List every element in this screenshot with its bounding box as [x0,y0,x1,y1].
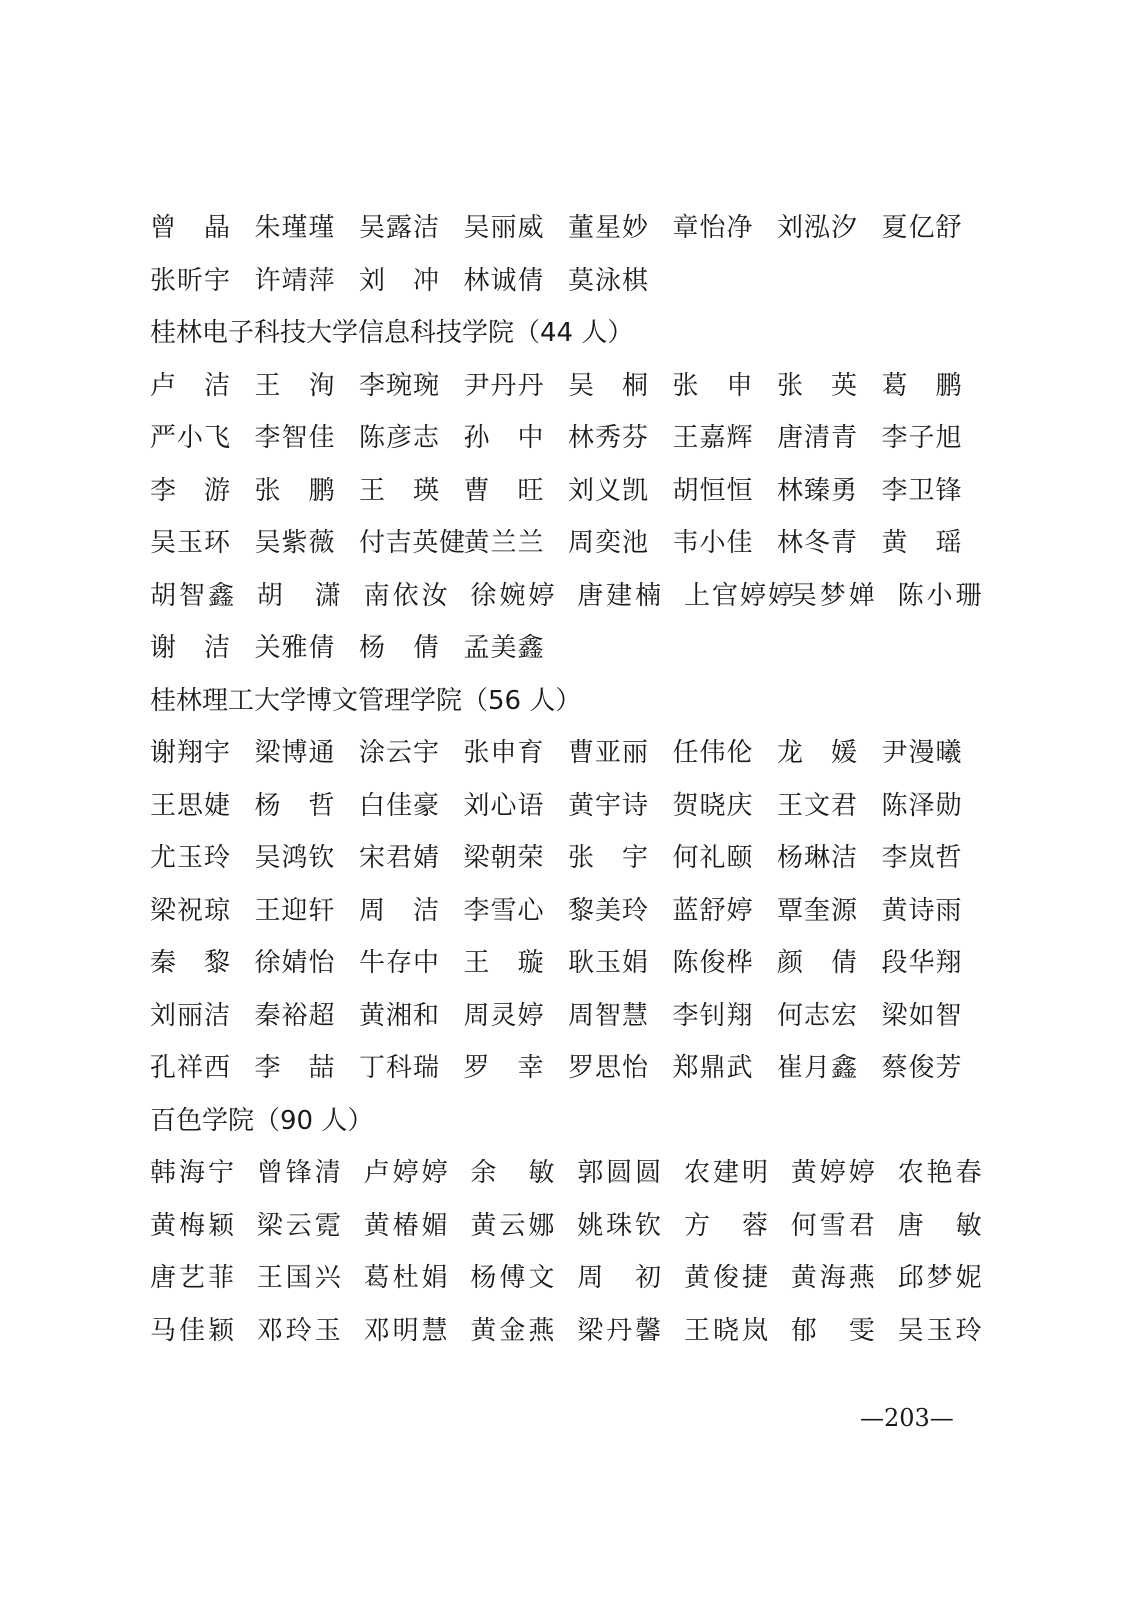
person-name: 郁 雯 [790,1315,875,1346]
person-name: 陈彦志 [359,423,439,453]
name-row [150,832,1010,885]
person-name: 胡 潇 [256,580,341,611]
person-name: 吴玉环 [150,528,230,558]
person-name: 徐婉婷 [470,580,555,611]
person-name: 农建明 [684,1158,768,1188]
person-name: 上官婷婷 [684,580,794,611]
person-name: 林冬青 [777,528,857,558]
person-name: 李卫锋 [881,475,962,506]
person-name: 牛存中 [359,948,439,978]
person-name: 韦小佳 [672,528,753,558]
person-name: 李钊翔 [672,1000,753,1031]
name-row [150,885,1010,938]
person-name: 刘泓汐 [777,213,857,243]
person-name: 周 初 [577,1263,662,1293]
person-name: 杨傅文 [470,1263,555,1293]
name-row [150,780,1010,833]
person-name: 黄 瑶 [881,528,962,558]
name-row [150,622,1010,675]
person-name: 吴丽威 [463,213,544,243]
person-name: 何雪君 [790,1210,875,1241]
section-heading: 百色学院（90 人） [150,1105,374,1136]
page-number: —203— [860,1404,954,1432]
person-name: 马佳颖 [150,1315,234,1346]
person-name: 张 宇 [568,843,648,873]
person-name: 龙 媛 [777,738,857,768]
person-name: 王国兴 [256,1263,341,1293]
person-name: 周智慧 [568,1000,648,1031]
person-name: 章怡净 [672,213,753,243]
person-name: 黄云娜 [470,1210,555,1241]
person-name: 余 敏 [470,1158,555,1188]
person-name: 董星妙 [568,213,648,243]
person-name: 尹丹丹 [463,370,544,401]
person-name: 刘心语 [463,790,544,821]
name-row [150,937,1010,990]
person-name: 唐清青 [777,423,857,453]
person-name: 朱瑾瑾 [254,213,335,243]
person-name: 梁丹馨 [577,1315,662,1346]
person-name: 梁云霓 [256,1210,341,1241]
person-name: 张 鹏 [254,475,335,506]
person-name: 吴梦婵 [790,580,875,611]
person-name: 梁朝荣 [463,843,544,873]
person-name: 何礼颐 [672,843,753,873]
person-name: 贺晓庆 [672,790,753,821]
name-row [150,202,1010,255]
name-row [150,1305,1010,1358]
person-name: 徐婧怡 [254,948,335,978]
person-name: 李 游 [150,475,230,506]
person-name: 葛杜娟 [363,1263,448,1293]
person-name: 梁博通 [254,738,335,768]
person-name: 张 申 [672,370,753,401]
person-name: 卢 洁 [150,370,230,401]
person-name: 段华翔 [881,948,962,978]
person-name: 吴鸿钦 [254,843,335,873]
person-name: 王思婕 [150,790,230,821]
name-row [150,255,1010,308]
person-name: 尹漫曦 [881,738,962,768]
person-name: 曾 晶 [150,213,230,243]
person-name: 王文君 [777,790,857,821]
person-name: 黄诗雨 [881,895,962,926]
person-name: 吴露洁 [359,213,439,243]
person-name: 黄梅颖 [150,1210,234,1241]
person-name: 李 喆 [254,1053,335,1083]
person-name: 孔祥西 [150,1053,230,1083]
person-name: 黄湘和 [359,1000,439,1031]
person-name: 王迎轩 [254,895,335,926]
person-name: 郭圆圆 [577,1158,662,1188]
person-name: 胡智鑫 [150,580,234,611]
section-heading: 桂林电子科技大学信息科技学院（44 人） [150,318,634,348]
person-name: 黄俊捷 [684,1263,768,1293]
name-row [150,990,1010,1043]
person-name: 唐 敏 [897,1210,982,1241]
person-name: 周灵婷 [463,1000,544,1031]
name-row [150,1200,1010,1253]
person-name: 林诚倩 [463,265,544,296]
person-name: 尤玉玲 [150,843,230,873]
person-name: 黄金燕 [470,1315,555,1346]
person-name: 秦 黎 [150,948,230,978]
person-name: 蔡俊芳 [881,1053,962,1083]
person-name: 邓明慧 [363,1315,448,1346]
person-name: 胡恒恒 [672,475,753,506]
person-name: 耿玉娟 [568,948,648,978]
person-name: 李智佳 [254,423,335,453]
person-name: 涂云宇 [359,738,439,768]
name-row [150,1147,1010,1200]
person-name: 黄椿媚 [363,1210,448,1241]
person-name: 黄婷婷 [790,1158,875,1188]
person-name: 张昕宇 [150,265,230,296]
person-name: 王 洵 [254,370,335,401]
person-name: 唐建楠 [577,580,662,611]
person-name: 孟美鑫 [463,633,544,663]
person-name: 王 璇 [463,948,544,978]
person-name: 姚珠钦 [577,1210,662,1241]
name-row [150,1042,1010,1095]
person-name: 关雅倩 [254,633,335,663]
person-name: 陈小珊 [897,580,982,611]
person-name: 卢婷婷 [363,1158,448,1188]
person-name: 曹亚丽 [568,738,648,768]
name-row [150,1252,1010,1305]
person-name: 覃奎源 [777,895,857,926]
person-name: 韩海宁 [150,1158,234,1188]
person-name: 李子旭 [881,423,962,453]
person-name: 邓玲玉 [256,1315,341,1346]
person-name: 宋君婧 [359,843,439,873]
person-name: 杨琳洁 [777,843,857,873]
person-name: 黄兰兰 [463,528,544,558]
person-name: 夏亿舒 [881,213,962,243]
person-name: 刘 冲 [359,265,439,296]
person-name: 莫泳棋 [568,265,648,296]
person-name: 付吉英健 [359,528,465,558]
person-name: 陈泽勋 [881,790,962,821]
person-name: 黄海燕 [790,1263,875,1293]
document-body [150,202,1010,1357]
name-row [150,412,1010,465]
person-name: 郑鼎武 [672,1053,753,1083]
person-name: 杨 倩 [359,633,439,663]
person-name: 罗思怡 [568,1053,648,1083]
person-name: 颜 倩 [777,948,857,978]
person-name: 王晓岚 [684,1315,768,1346]
name-row [150,570,1010,623]
person-name: 丁科瑞 [359,1053,439,1083]
person-name: 谢翔宇 [150,738,230,768]
person-name: 周奕池 [568,528,648,558]
person-name: 李岚哲 [881,843,962,873]
person-name: 王 瑛 [359,475,439,506]
person-name: 吴 桐 [568,370,648,401]
person-name: 严小飞 [150,423,230,453]
name-row [150,360,1010,413]
person-name: 张 英 [777,370,857,401]
person-name: 王嘉辉 [672,423,753,453]
person-name: 罗 幸 [463,1053,544,1083]
person-name: 林臻勇 [777,475,857,506]
person-name: 谢 洁 [150,633,230,663]
person-name: 任伟伦 [672,738,753,768]
person-name: 崔月鑫 [777,1053,857,1083]
person-name: 吴玉玲 [897,1315,982,1346]
person-name: 李雪心 [463,895,544,926]
person-name: 葛 鹏 [881,370,962,401]
person-name: 李琬琬 [359,370,439,401]
person-name: 梁祝琼 [150,895,230,926]
person-name: 唐艺菲 [150,1263,234,1293]
person-name: 梁如智 [881,1000,962,1031]
person-name: 孙 中 [463,423,544,453]
person-name: 许靖萍 [254,265,335,296]
person-name: 黎美玲 [568,895,648,926]
person-name: 方 蓉 [684,1210,768,1241]
person-name: 白佳豪 [359,790,439,821]
person-name: 吴紫薇 [254,528,335,558]
person-name: 黄宇诗 [568,790,648,821]
person-name: 曾锋清 [256,1158,341,1188]
person-name: 杨 哲 [254,790,335,821]
person-name: 张申育 [463,738,544,768]
name-row [150,517,1010,570]
person-name: 邱梦妮 [897,1263,982,1293]
person-name: 农艳春 [897,1158,982,1188]
name-row [150,727,1010,780]
person-name: 陈俊桦 [672,948,753,978]
section-heading: 桂林理工大学博文管理学院（56 人） [150,685,582,716]
person-name: 何志宏 [777,1000,857,1031]
person-name: 周 洁 [359,895,439,926]
name-row [150,465,1010,518]
person-name: 林秀芬 [568,423,648,453]
person-name: 蓝舒婷 [672,895,753,926]
person-name: 曹 旺 [463,475,544,506]
person-name: 刘义凯 [568,475,648,506]
person-name: 南依汝 [363,580,448,611]
person-name: 刘丽洁 [150,1000,230,1031]
person-name: 秦裕超 [254,1000,335,1031]
